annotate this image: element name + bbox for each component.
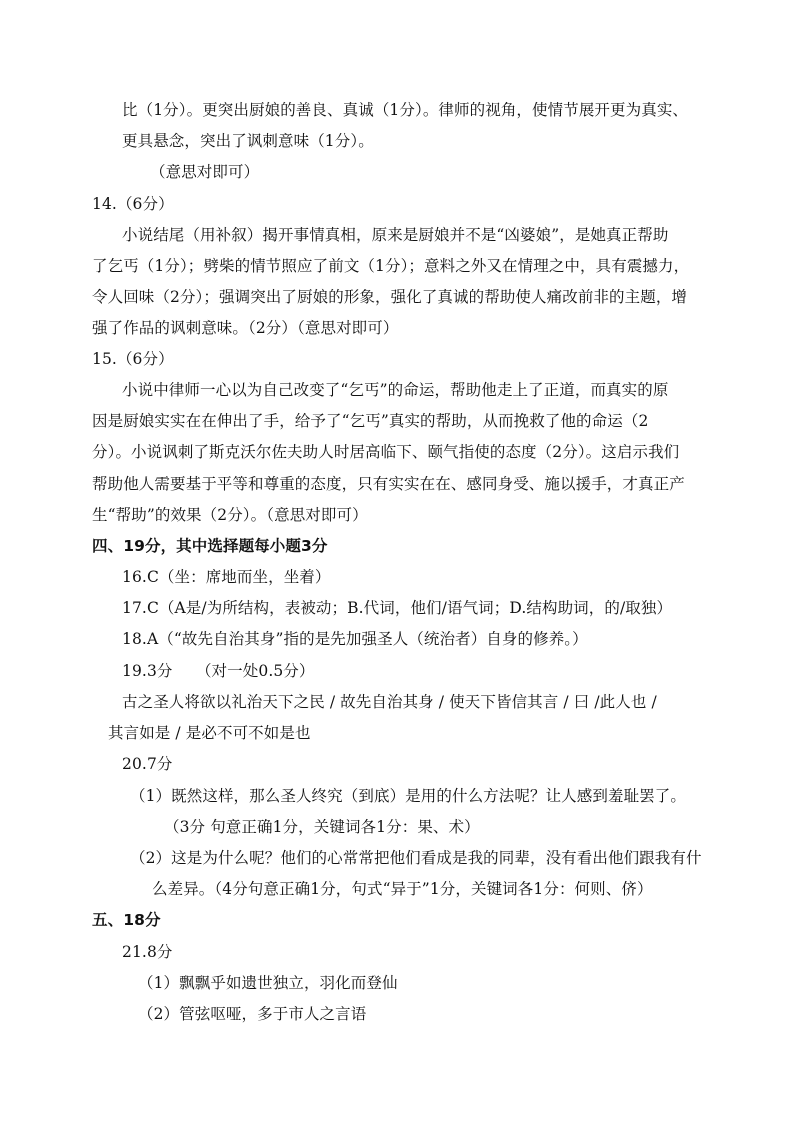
text-line: 帮助他人需要基于平等和尊重的态度，只有实实在在、感同身受、施以援手，才真正产: [92, 475, 685, 493]
question-number: 14.（6分）: [92, 195, 174, 213]
text-line: （意思对即可）: [150, 163, 260, 181]
text-line: 强了作品的讽刺意味。（2分）（意思对即可）: [92, 319, 399, 337]
text-line: 19.3分 （对一处0.5分）: [122, 662, 315, 680]
text-line: （1）既然这样，那么圣人终究（到底）是用的什么方法呢？让人感到羞耻罢了。: [130, 787, 686, 805]
section-heading: 四、19分，其中选择题每小题3分: [92, 537, 328, 555]
text-line: （3分 句意正确1分，关键词各1分：果、术）: [164, 818, 480, 836]
text-line: 因是厨娘实实在在伸出了手，给予了“乞丐”真实的帮助，从而挽救了他的命运（2: [92, 412, 649, 430]
text-line: 17.C（A是/为所结构，表被动；B.代词，他们/语气词；D.结构助词，的/取独）: [122, 599, 673, 617]
text-line: 20.7分: [122, 755, 173, 773]
text-line: 16.C（坐：席地而坐，坐着）: [122, 568, 331, 586]
question-number: 15.（6分）: [92, 350, 174, 368]
text-line: （1）飘飘乎如遗世独立，羽化而登仙: [138, 974, 398, 992]
text-line: 分）。小说讽刺了斯克沃尔佐夫助人时居高临下、颐气指使的态度（2分）。这启示我们: [92, 443, 680, 461]
text-line: 生“帮助”的效果（2分）。（意思对即可）: [92, 506, 368, 524]
text-line: 比（1分）。更突出厨娘的善良、真诚（1分）。律师的视角，使情节展开更为真实、: [122, 101, 689, 119]
text-line: 小说中律师一心以为自己改变了“乞丐”的命运，帮助他走上了正道，而真实的原: [122, 381, 669, 399]
text-line: 更具悬念，突出了讽刺意味（1分）。: [122, 132, 374, 150]
text-line: 其言如是 / 是必不可不如是也: [108, 724, 311, 742]
text-line: （2）管弦呕哑，多于市人之言语: [138, 1005, 367, 1023]
text-line: 古之圣人将欲以礼治天下之民 / 故先自治其身 / 使天下皆信其言 / 曰 /此人也 /: [122, 693, 657, 711]
text-line: 么差异。（4分句意正确1分，句式“异于”1分，关键词各1分：何则、侪）: [152, 880, 653, 898]
text-line: 21.8分: [122, 943, 173, 961]
section-heading: 五、18分: [92, 911, 161, 929]
text-line: （2）这是为什么呢？他们的心常常把他们看成是我的同辈，没有看出他们跟我有什: [130, 849, 702, 867]
text-line: 令人回味（2分）；强调突出了厨娘的形象，强化了真诚的帮助使人痛改前非的主题，增: [92, 288, 688, 306]
text-line: 了乞丐（1分）；劈柴的情节照应了前文（1分）；意料之外又在情理之中，具有震撼力，: [92, 257, 690, 275]
text-line: 18.A（“故先自治其身”指的是先加强圣人（统治者）自身的修养。）: [122, 630, 588, 648]
text-line: 小说结尾（用补叙）揭开事情真相，原来是厨娘并不是“凶婆娘”，是她真正帮助: [122, 226, 669, 244]
